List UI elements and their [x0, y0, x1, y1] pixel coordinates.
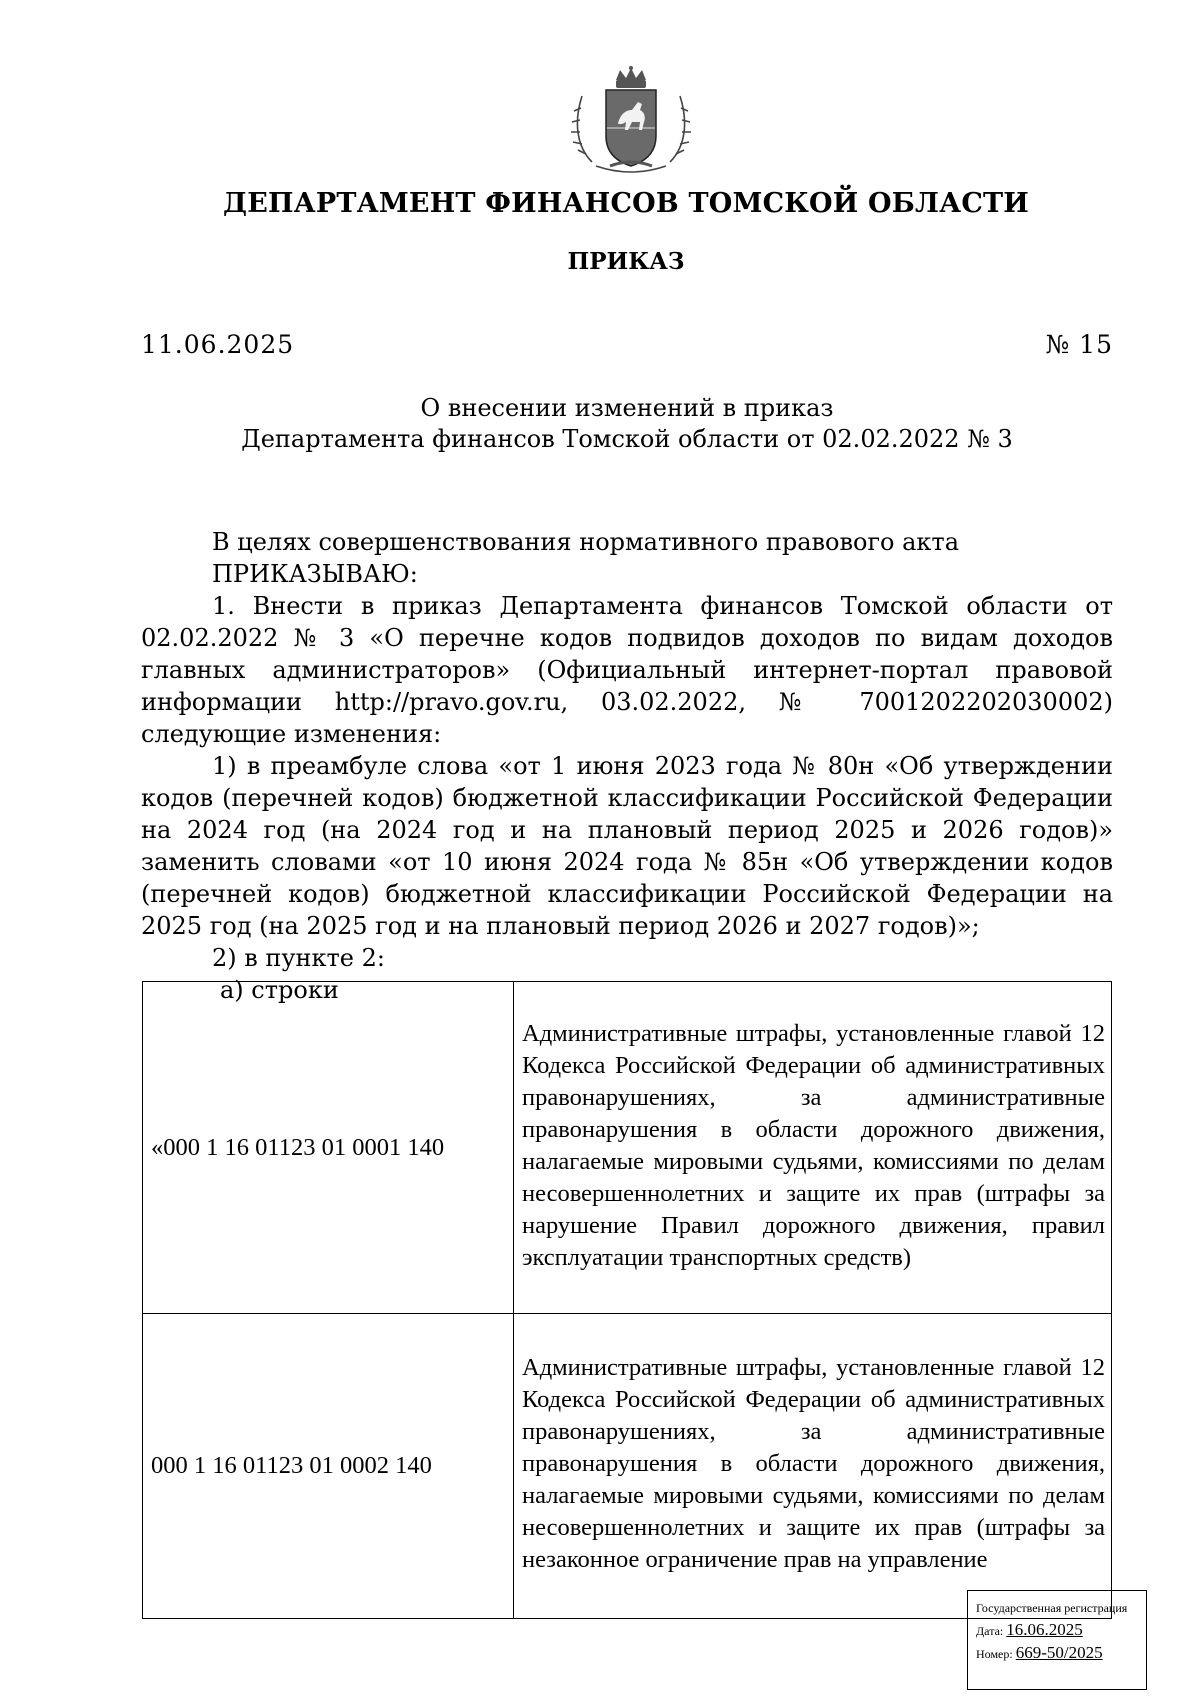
subject-line-2: Департамента финансов Томской области от 02.02.2022 № 3 [241, 425, 1013, 453]
subitem-2-paragraph: 2) в пункте 2: [212, 944, 385, 972]
document-body [141, 526, 1113, 1006]
department-title: ДЕПАРТАМЕНТ ФИНАНСОВ ТОМСКОЙ ОБЛАСТИ [222, 188, 1030, 219]
code-cell: 000 1 16 01123 01 0002 140 [143, 1314, 514, 1619]
document-date: 11.06.2025 [141, 330, 295, 359]
code-cell: «000 1 16 01123 01 0001 140 [143, 982, 514, 1314]
purpose-paragraph: В целях совершенствования нормативного правового акта [212, 528, 959, 556]
stamp-number-label: Номер: [976, 1647, 1013, 1661]
table-row [143, 982, 1112, 1314]
coat-of-arms-icon [566, 66, 696, 176]
stamp-number-value: 669-50/2025 [1015, 1643, 1103, 1662]
subitem-1-paragraph: 1) в преамбуле слова «от 1 июня 2023 года № 80н «Об утверждении кодов (перечней кодов) бюджетной классификации Российской Федерации на 2024 год (на 2024 год и на плановый период 2025 и 2026 годов)» заменить словами «от 10 июня 2024 года № 85н «Об утверждении кодов (перечней кодов) бюджетной классификации Российской Федерации на 2025 год (на 2025 год и на плановый период 2026 и 2027 годов)»; [141, 752, 1113, 940]
table-row [143, 1314, 1112, 1619]
stamp-title: Государственная регистрация [976, 1601, 1128, 1615]
description-cell: Административные штрафы, установленные главой 12 Кодекса Российской Федерации об административных правонарушениях, за административные правонарушения в области дорожного движения, налагаемые мировыми судьями, комиссиями по делам несовершеннолетних и защите их прав (штрафы за нарушение Правил дорожного движения, правил эксплуатации транспортных средств) [514, 982, 1112, 1314]
document-subject [141, 393, 1113, 455]
item-1-paragraph: 1. Внести в приказ Департамента финансов Томской области от 02.02.2022 № 3 «О перечне кодов подвидов доходов по видам доходов главных администраторов» (Официальный интернет-портал правовой информации http://pravo.gov.ru, 03.02.2022, № 7001202202030002) следующие изменения: [141, 592, 1113, 748]
income-codes-table [142, 981, 1112, 1619]
registration-stamp [967, 1590, 1147, 1690]
document-type-heading: ПРИКАЗ [567, 248, 685, 275]
stamp-number-line [976, 1642, 1140, 1665]
order-word: ПРИКАЗЫВАЮ: [212, 560, 418, 588]
document-number: № 15 [1045, 330, 1113, 359]
subject-line-1: О внесении изменений в приказ [420, 394, 834, 422]
stamp-date-label: Дата: [976, 1624, 1004, 1638]
stamp-date-line [976, 1619, 1140, 1642]
subitem-2a-paragraph: а) строки [220, 976, 339, 1004]
description-cell: Административные штрафы, установленные главой 12 Кодекса Российской Федерации об административных правонарушениях, за административные правонарушения в области дорожного движения, налагаемые мировыми судьями, комиссиями по делам несовершеннолетних и защите их прав (штрафы за незаконное ограничение прав на управление [514, 1314, 1112, 1619]
stamp-date-value: 16.06.2025 [1006, 1620, 1083, 1639]
